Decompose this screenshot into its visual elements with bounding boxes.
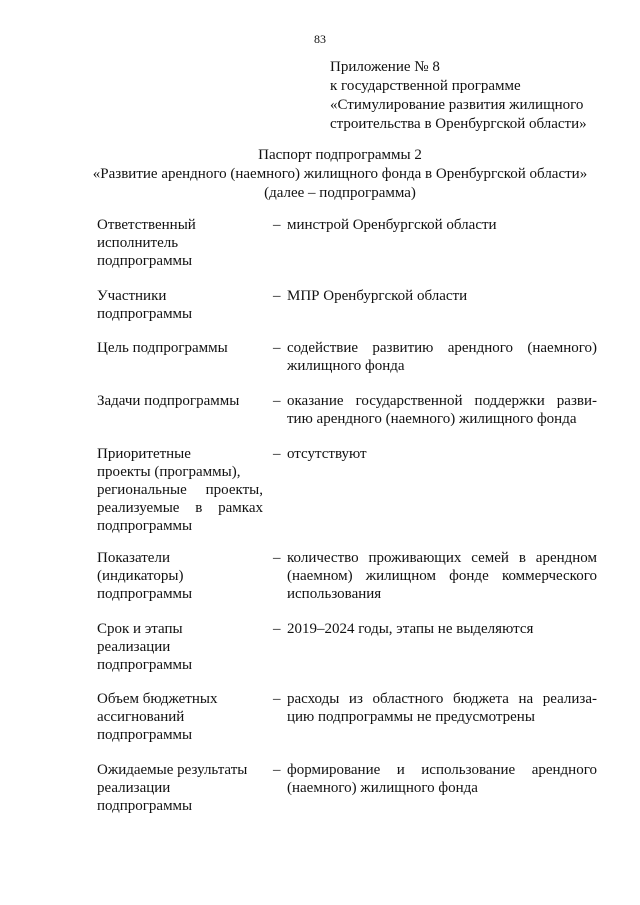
- value-line: оказание государственной поддержки разви-: [287, 393, 597, 409]
- appendix-line: «Стимулирование развития жилищного: [330, 97, 584, 113]
- value-line: (наемном) жилищном фонде коммерческого: [287, 568, 597, 584]
- row-value: [273, 761, 597, 797]
- label-line: реализуемые в рамках: [97, 500, 263, 516]
- title-line: «Развитие арендного (наемного) жилищного фонда в Оренбургской области»: [92, 166, 588, 182]
- row-label: [97, 549, 263, 603]
- row-label: [97, 287, 263, 323]
- label-line: (индикаторы): [97, 568, 184, 584]
- label-line: подпрограммы: [97, 727, 193, 743]
- label-line: Ответственный: [97, 217, 196, 233]
- value-line: тию арендного (наемного) жилищного фонда: [287, 411, 577, 427]
- appendix-line: Приложение № 8: [330, 59, 440, 75]
- dash-marker: –: [273, 762, 281, 778]
- value-line: минстрой Оренбургской области: [287, 217, 497, 233]
- row-value: [273, 445, 597, 463]
- page-number: 83: [314, 32, 326, 46]
- dash-marker: –: [273, 393, 281, 409]
- row-label: [97, 445, 263, 535]
- row-value: [273, 620, 597, 638]
- row-value: [273, 287, 597, 305]
- value-line: 2019–2024 годы, этапы не выделяются: [287, 621, 534, 637]
- label-line: реализации: [97, 780, 171, 796]
- value-line: количество проживающих семей в арендном: [287, 550, 597, 566]
- title-line: Паспорт подпрограммы 2: [258, 147, 422, 163]
- row-value: [273, 216, 597, 234]
- label-line: региональные проекты,: [97, 482, 263, 498]
- label-line: подпрограммы: [97, 586, 193, 602]
- label-line: Показатели: [97, 550, 170, 566]
- value-line: формирование и использование арендного: [287, 762, 597, 778]
- label-line: проекты (программы),: [97, 464, 241, 480]
- label-line: Ожидаемые результаты: [97, 762, 248, 778]
- value-line: жилищного фонда: [287, 358, 405, 374]
- row-label: [97, 216, 263, 270]
- label-line: реализации: [97, 639, 171, 655]
- value-line: МПР Оренбургской области: [287, 288, 468, 304]
- label-line: подпрограммы: [97, 253, 193, 269]
- value-line: отсутствуют: [287, 446, 367, 462]
- label-line: Цель подпрограммы: [97, 340, 228, 356]
- dash-marker: –: [273, 691, 281, 707]
- row-label: [97, 761, 263, 815]
- row-label: [97, 392, 263, 410]
- label-line: подпрограммы: [97, 798, 193, 814]
- value-line: (наемного) жилищного фонда: [287, 780, 478, 796]
- label-line: подпрограммы: [97, 306, 193, 322]
- row-label: [97, 620, 263, 674]
- label-line: подпрограммы: [97, 518, 193, 534]
- dash-marker: –: [273, 217, 281, 233]
- label-line: Срок и этапы: [97, 621, 183, 637]
- label-line: Участники: [97, 288, 167, 304]
- dash-marker: –: [273, 340, 281, 356]
- appendix-line: строительства в Оренбургской области»: [330, 116, 587, 132]
- label-line: подпрограммы: [97, 657, 193, 673]
- value-line: содействие развитию арендного (наемного): [287, 340, 597, 356]
- label-line: исполнитель: [97, 235, 179, 251]
- dash-marker: –: [273, 550, 281, 566]
- dash-marker: –: [273, 446, 281, 462]
- row-value: [273, 339, 597, 375]
- row-label: [97, 690, 263, 744]
- appendix-line: к государственной программе: [330, 78, 521, 94]
- value-line: расходы из областного бюджета на реализа-: [287, 691, 597, 707]
- appendix-header: [330, 58, 620, 134]
- title-line: (далее – подпрограмма): [264, 185, 416, 201]
- row-value: [273, 690, 597, 726]
- label-line: Задачи подпрограммы: [97, 393, 240, 409]
- row-label: [97, 339, 263, 357]
- document-title: [60, 146, 620, 203]
- value-line: цию подпрограммы не предусмотрены: [287, 709, 535, 725]
- label-line: Объем бюджетных: [97, 691, 218, 707]
- label-line: ассигнований: [97, 709, 185, 725]
- dash-marker: –: [273, 621, 281, 637]
- row-value: [273, 549, 597, 603]
- row-value: [273, 392, 597, 428]
- label-line: Приоритетные: [97, 446, 191, 462]
- value-line: использования: [287, 586, 382, 602]
- dash-marker: –: [273, 288, 281, 304]
